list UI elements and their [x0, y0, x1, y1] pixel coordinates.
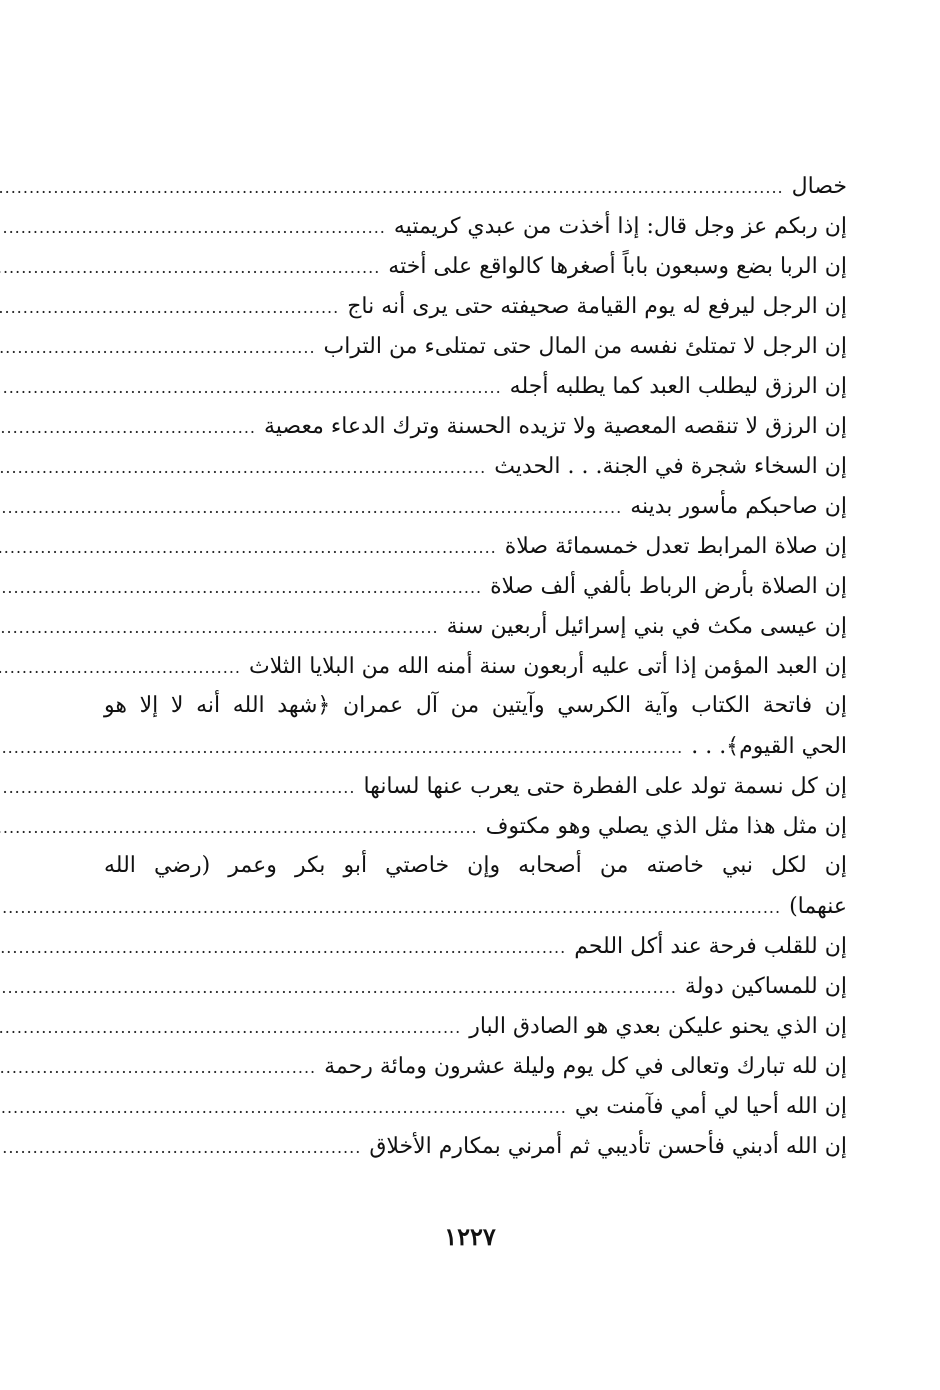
dot-leader	[0, 248, 380, 288]
entry-text: إن مثل هذا مثل الذي يصلي وهو مكتوف	[485, 814, 847, 839]
index-entry	[104, 846, 847, 926]
dot-leader	[0, 728, 683, 768]
dot-leader	[0, 288, 339, 328]
entry-text: إن لله تبارك وتعالى في كل يوم وليلة عشرون ومائة رحمة	[324, 1054, 847, 1079]
index-entry	[104, 526, 847, 566]
entry-text: إن الربا بضع وسبعون باباً أصغرها كالواقع على أخته	[388, 254, 847, 279]
index-entry	[104, 606, 847, 646]
index-entry	[104, 766, 847, 806]
entry-text: إن الذي يحنو عليكن بعدي هو الصادق البار	[469, 1014, 847, 1039]
entry-text: إن الله أحيا لي أمي فآمنت بي	[574, 1094, 847, 1119]
dot-leader	[0, 1008, 461, 1048]
index-entry	[104, 566, 847, 606]
index-entry	[104, 166, 847, 206]
dot-leader	[0, 168, 784, 208]
entry-text: إن العبد المؤمن إذا أتى عليه أربعون سنة أمنه الله من البلايا الثلاث	[249, 654, 847, 679]
index-entry	[104, 686, 847, 766]
entry-text: خصال	[791, 174, 847, 199]
dot-leader	[0, 1088, 567, 1128]
dot-leader	[0, 568, 482, 608]
dot-leader	[0, 968, 677, 1008]
dot-leader	[0, 528, 497, 568]
dot-leader	[0, 928, 566, 968]
dot-leader	[0, 808, 478, 848]
index-entry	[104, 486, 847, 526]
entry-text-line1: إن لكل نبي خاصته من أصحابه وإن خاصتي أبو بكر وعمر (رضي الله	[104, 853, 847, 878]
entry-line2	[104, 726, 847, 766]
entry-text: إن السخاء شجرة في الجنة. . . الحديث	[494, 454, 847, 479]
index-entry	[104, 1006, 847, 1046]
dot-leader	[0, 408, 256, 448]
index-entry	[104, 646, 847, 686]
entry-text: إن صاحبكم مأسور بدينه	[630, 494, 847, 519]
entry-text: إن الصلاة بأرض الرباط بألفي ألف صلاة	[490, 574, 847, 599]
dot-leader	[0, 208, 386, 248]
entry-text-line2: عنهما)	[789, 894, 847, 919]
index-entry	[104, 206, 847, 246]
dot-leader	[0, 328, 316, 368]
index-entry	[104, 1046, 847, 1086]
index-entry	[104, 286, 847, 326]
entry-text: إن الرزق لا تنقصه المعصية ولا تزيده الحسنة وترك الدعاء معصية	[264, 414, 847, 439]
entry-text-line1: إن فاتحة الكتاب وآية الكرسي وآيتين من آل عمران ﴿شهد الله أنه لا إلا هو	[104, 693, 847, 718]
index-entry	[104, 366, 847, 406]
entry-text: إن الرجل ليرفع له يوم القيامة صحيفته حتى يرى أنه ناج	[347, 294, 847, 319]
index-entry	[104, 326, 847, 366]
entry-text-line2: الحي القيوم﴾. . .	[691, 734, 847, 759]
entry-text: إن عيسى مكث في بني إسرائيل أربعين سنة	[446, 614, 847, 639]
dot-leader	[0, 768, 355, 808]
entry-text: إن صلاة المرابط تعدل خمسمائة صلاة	[504, 534, 847, 559]
entry-text: إن الرزق ليطلب العبد كما يطلبه أجله	[509, 374, 847, 399]
entry-text: إن للمساكين دولة	[684, 974, 847, 999]
dot-leader	[0, 608, 439, 648]
dot-leader	[0, 488, 622, 528]
index-entry	[104, 406, 847, 446]
hadith-index-list	[104, 166, 847, 1166]
index-entry	[104, 966, 847, 1006]
dot-leader	[0, 368, 502, 408]
entry-text: إن للقلب فرحة عند أكل اللحم	[574, 934, 847, 959]
page-number: ١٢٢٧	[444, 1222, 496, 1251]
index-entry	[104, 246, 847, 286]
entry-text: إن الله أدبني فأحسن تأديبي ثم أمرني بمكارم الأخلاق	[369, 1134, 847, 1159]
dot-leader	[0, 648, 241, 688]
index-entry	[104, 806, 847, 846]
index-entry	[104, 446, 847, 486]
index-entry	[104, 1086, 847, 1126]
dot-leader	[0, 888, 781, 928]
dot-leader	[0, 1128, 361, 1168]
index-entry	[104, 1126, 847, 1166]
entry-text: إن ربكم عز وجل قال: إذا أخذت من عبدي كريمتيه	[393, 214, 847, 239]
dot-leader	[0, 1048, 316, 1088]
entry-line2	[104, 886, 847, 926]
index-entry	[104, 926, 847, 966]
entry-text: إن الرجل لا تمتلئ نفسه من المال حتى تمتلىء من التراب	[323, 334, 847, 359]
entry-text: إن كل نسمة تولد على الفطرة حتى يعرب عنها لسانها	[363, 774, 847, 799]
dot-leader	[0, 448, 486, 488]
